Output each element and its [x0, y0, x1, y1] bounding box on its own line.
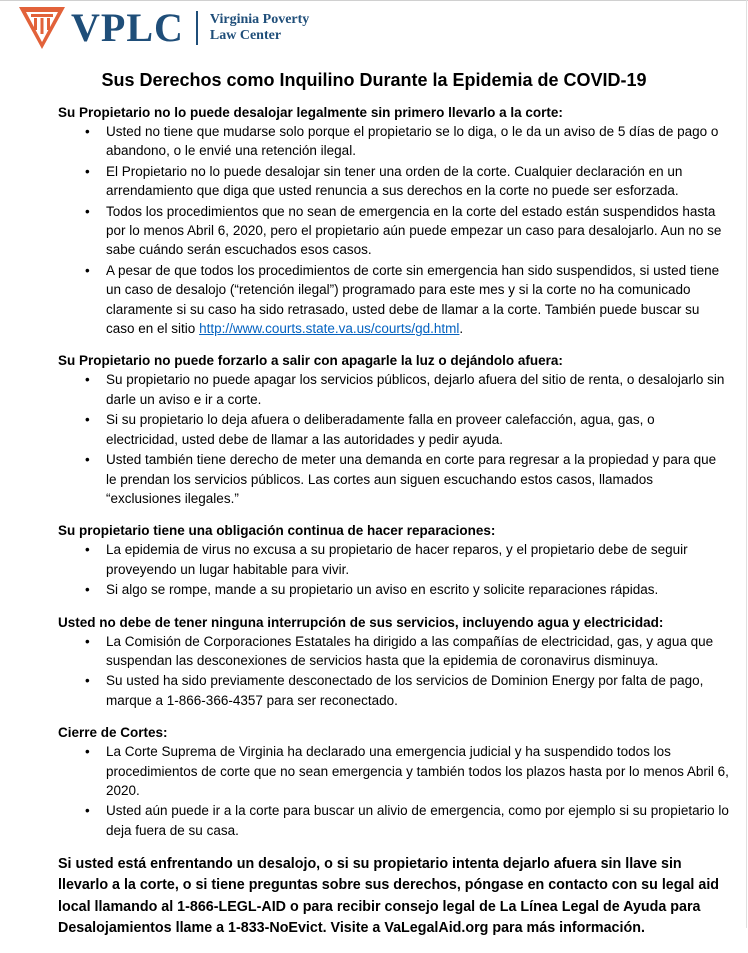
bullet-icon: • — [85, 744, 90, 760]
bullet-icon: • — [85, 542, 90, 558]
document-body — [58, 104, 730, 953]
org-acronym: VPLC — [71, 5, 184, 50]
list-item — [58, 202, 730, 260]
bullet-icon: • — [85, 673, 90, 689]
org-name-line-1: Virginia Poverty — [209, 12, 310, 27]
bullet-icon: • — [85, 372, 90, 388]
list-item-text: La Comisión de Corporaciones Estatales ha dirigido a las compañías de electricidad, gas, y agua que suspendan las desconexiones de servicios hasta que la epidemia de coronavirus disminuya. — [106, 633, 714, 668]
section-heading: Usted no debe de tener ninguna interrupción de sus servicios, incluyendo agua y electricidad: — [58, 614, 664, 630]
list-item-text: A pesar de que todos los procedimientos de corte sin emergencia han sido suspendidos, si usted tiene un caso de desalojo (“retención ilegal”) programado para este mes y si la corte no ha comunicado claramente si su caso ha sido retrasado, usted debe de llamar a la corte. También puede buscar su caso en el sitio — [106, 262, 720, 337]
list-item-text: Su propietario no puede apagar los servicios públicos, dejarlo afuera del sitio de renta, o desalojarlo sin darle un aviso e ir a corte. — [106, 372, 725, 407]
org-name-line-2: Law Center — [209, 28, 282, 43]
list-item — [58, 632, 730, 671]
bullet-icon: • — [85, 163, 90, 179]
list-item — [58, 742, 730, 800]
section-eviction-court — [58, 104, 730, 338]
list-item — [58, 671, 730, 710]
bullet-icon: • — [85, 803, 90, 819]
list-item-text: Todos los procedimientos que no sean de emergencia en la corte del estado están suspendidos hasta por lo menos Abril 6, 2020, pero el propietario aún puede empezar un caso para desalojarlo. Aun no se sabe cuándo serán escuchados esos casos. — [106, 203, 722, 258]
header — [17, 4, 309, 52]
list-item-text: La epidemia de virus no excusa a su propietario de hacer reparos, y el propietario debe de seguir proveyendo un lugar habitable para vivir. — [106, 542, 688, 577]
list-item — [58, 370, 730, 409]
section-heading: Su Propietario no puede forzarlo a salir con apagarle la luz o dejándolo afuera: — [58, 353, 563, 369]
bullet-icon: • — [85, 452, 90, 468]
section-lockout — [58, 352, 730, 508]
page-right-border — [746, 0, 747, 928]
bullet-icon: • — [85, 633, 90, 649]
list-item-text: El Propietario no lo puede desalojar sin tener una orden de la corte. Cualquier declaración en un arrendamiento que diga que usted renuncia a sus derechos en la corte no puede ser esforzada. — [106, 163, 683, 199]
section-heading: Su Propietario no lo puede desalojar legalmente sin primero llevarlo a la corte: — [58, 105, 563, 120]
page-top-border — [0, 0, 748, 1]
page-title: Sus Derechos como Inquilino Durante la Epidemia de COVID-19 — [101, 70, 647, 90]
list-item — [58, 261, 730, 339]
bullet-icon: • — [85, 582, 90, 598]
list-item-text: Su usted ha sido previamente desconectado de los servicios de Dominion Energy por falta de pago, marque a 1-866-366-4357 para ser reconectado. — [106, 673, 704, 708]
org-name — [210, 12, 309, 44]
logo-divider — [196, 11, 198, 45]
section-repairs — [58, 522, 730, 599]
link-suffix: . — [459, 321, 464, 337]
list-item — [58, 162, 730, 201]
list-item-text: La Corte Suprema de Virginia ha declarado una emergencia judicial y ha suspendido todos los procedimientos de corte que no sean emergencia y también todos los plazos hasta por lo menos Abril 6, 2020. — [106, 744, 729, 798]
bullet-icon: • — [85, 262, 90, 278]
bullet-list — [58, 122, 730, 338]
closing-paragraph: Si usted está enfrentando un desalojo, o si su propietario intenta dejarlo afuera sin llave sin llevarlo a la corte, o si tiene preguntas sobre sus derechos, póngase en contacto con su legal aid local llamando al 1-866-LEGL-AID o para recibir consejo legal de La Línea Legal de Ayuda para Desalojamientos llame a 1-833-NoEvict. Visite a VaLegalAid.org para más información. — [58, 856, 720, 936]
list-item — [58, 450, 730, 508]
bullet-icon: • — [85, 412, 90, 428]
bullet-list — [58, 540, 730, 599]
section-heading: Cierre de Cortes: — [58, 725, 168, 741]
list-item-text: Usted no tiene que mudarse solo porque el propietario se lo diga, o le da un aviso de 5 días de pago o abandono, o le envié una retención ilegal. — [106, 124, 719, 159]
bullet-icon: • — [85, 124, 90, 139]
list-item-text: Si su propietario lo deja afuera o deliberadamente falla en proveer calefacción, agua, gas, o electricidad, usted debe de llamar a las autoridades y pedir ayuda. — [106, 412, 655, 447]
list-item — [58, 410, 730, 449]
list-item-text: Usted también tiene derecho de meter una demanda en corte para regresar a la propiedad y para que le prendan los servicios públicos. Las cortes aun siguen escuchando estos casos, llamados “exclusiones ilegales.” — [106, 452, 717, 506]
vplc-logo-icon — [17, 5, 67, 51]
courts-website-link[interactable]: http://www.courts.state.va.us/courts/gd.html — [199, 321, 460, 337]
bullet-list — [58, 370, 730, 508]
list-item-text: Usted aún puede ir a la corte para buscar un alivio de emergencia, como por ejemplo si su propietario lo deja fuera de su casa. — [106, 803, 729, 838]
list-item — [58, 540, 730, 579]
section-utilities — [58, 614, 730, 711]
bullet-icon: • — [85, 203, 90, 219]
list-item — [58, 580, 730, 599]
bullet-list — [58, 742, 730, 840]
list-item — [58, 801, 730, 840]
list-item — [58, 122, 730, 161]
bullet-list — [58, 632, 730, 711]
section-heading: Su propietario tiene una obligación continua de hacer reparaciones: — [58, 523, 496, 539]
section-court-closures — [58, 724, 730, 840]
list-item-text: Si algo se rompe, mande a su propietario un aviso en escrito y solicite reparaciones rápidas. — [106, 582, 659, 598]
